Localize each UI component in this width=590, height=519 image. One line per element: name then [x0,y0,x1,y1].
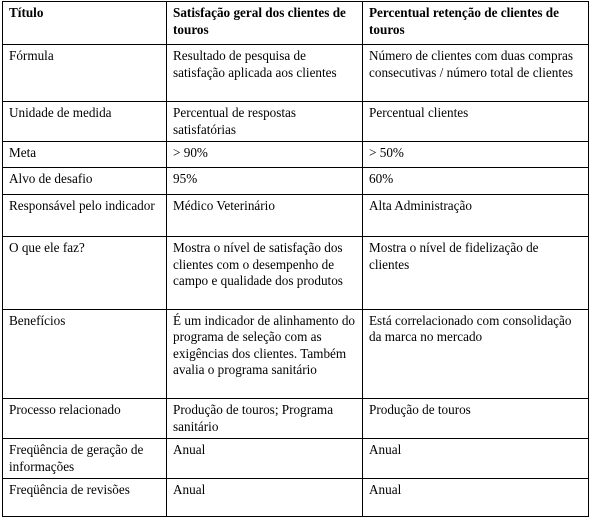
row-label: Responsável pelo indicador [3,194,167,236]
table-row [3,439,589,478]
table-cell: > 90% [167,141,363,167]
table-row [3,237,589,309]
row-label: Processo relacionado [3,399,167,439]
table-row [3,478,589,516]
row-label: Unidade de medida [3,102,167,141]
header-row [3,2,589,45]
table-cell: Produção de touros; Programa sanitário [167,399,363,439]
table-cell: Médico Veterinário [167,194,363,236]
table-row [3,102,589,141]
table-cell: Mostra o nível de satisfação dos clientes com o desempenho de campo e qualidade dos produtos [167,237,363,309]
table-row [3,399,589,439]
table-cell: 95% [167,167,363,194]
table-cell: Produção de touros [363,399,589,439]
header-cell-title: Título [3,2,167,45]
table-cell: > 50% [363,141,589,167]
indicators-table [2,1,589,517]
table-cell: Percentual de respostas satisfatórias [167,102,363,141]
table-cell: Alta Administração [363,194,589,236]
table-cell: Mostra o nível de fidelização de clientes [363,237,589,309]
header-cell-retention: Percentual retenção de clientes de touros [363,2,589,45]
row-label: Fórmula [3,45,167,102]
header-cell-satisfaction: Satisfação geral dos clientes de touros [167,2,363,45]
table-cell: É um indicador de alinhamento do programa de seleção com as exigências dos clientes. Também avalia o programa sanitário [167,309,363,399]
table-cell: 60% [363,167,589,194]
table-cell: Está correlacionado com consolidação da marca no mercado [363,309,589,399]
table-row [3,167,589,194]
table-cell: Percentual clientes [363,102,589,141]
table-row [3,194,589,236]
table-cell: Anual [363,478,589,516]
table-row [3,45,589,102]
row-label: Freqüência de revisões [3,478,167,516]
table-row [3,309,589,399]
table-cell: Anual [167,439,363,478]
row-label: Benefícios [3,309,167,399]
table-cell: Anual [167,478,363,516]
row-label: Meta [3,141,167,167]
row-label: Freqüência de geração de informações [3,439,167,478]
table-cell: Anual [363,439,589,478]
table-cell: Número de clientes com duas compras consecutivas / número total de clientes [363,45,589,102]
table-row [3,141,589,167]
table-cell: Resultado de pesquisa de satisfação aplicada aos clientes [167,45,363,102]
row-label: O que ele faz? [3,237,167,309]
row-label: Alvo de desafio [3,167,167,194]
